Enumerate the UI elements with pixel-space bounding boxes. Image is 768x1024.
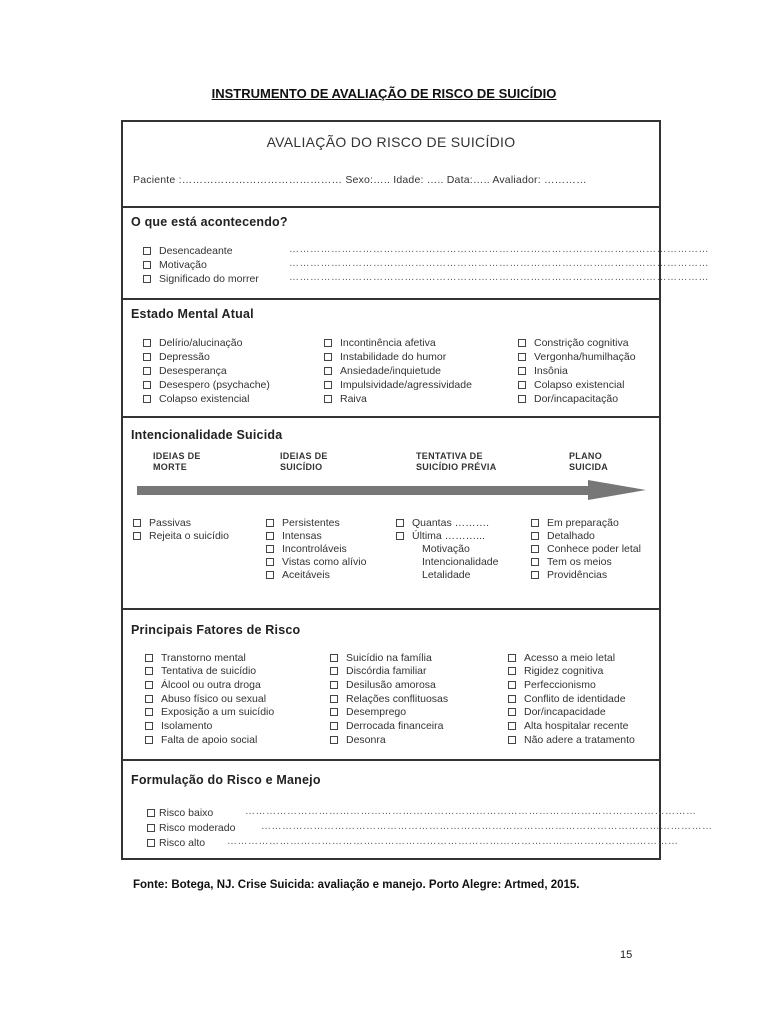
checkbox-risco-baixo[interactable] (147, 807, 213, 820)
checkbox-icon[interactable] (518, 353, 526, 361)
checkbox-item[interactable] (531, 530, 595, 543)
checkbox-item[interactable] (518, 351, 636, 364)
checkbox-item[interactable] (330, 665, 427, 678)
checkbox-icon[interactable] (147, 809, 155, 817)
checkbox-desencadeante[interactable] (143, 245, 233, 258)
checkbox-item[interactable] (508, 652, 615, 665)
section-title-estado-mental: Estado Mental Atual (131, 307, 254, 321)
source-citation: Fonte: Botega, NJ. Crise Suicida: avaliação e manejo. Porto Alegre: Artmed, 2015. (133, 879, 580, 891)
checkbox-risco-moderado[interactable] (147, 822, 235, 835)
checkbox-label: Exposição a um suicídio (161, 706, 275, 718)
checkbox-item[interactable] (145, 734, 257, 747)
checkbox-label: Raiva (340, 393, 367, 405)
checkbox-label: Rigidez cognitiva (524, 665, 604, 677)
checkbox-item[interactable] (508, 720, 628, 733)
checkbox-label: Tentativa de suicídio (161, 665, 257, 677)
checkbox-item[interactable] (330, 679, 436, 692)
checkbox-item[interactable] (324, 351, 446, 364)
checkbox-icon[interactable] (324, 367, 332, 375)
checkbox-risco-alto[interactable] (147, 837, 205, 850)
checkbox-item[interactable] (531, 569, 607, 582)
checkbox-item[interactable] (133, 517, 191, 530)
checkbox-icon[interactable] (518, 381, 526, 389)
checkbox-icon[interactable] (330, 736, 338, 744)
checkbox-label: Dor/incapacitação (534, 393, 619, 405)
checkbox-icon[interactable] (531, 532, 539, 540)
checkbox-icon[interactable] (508, 695, 516, 703)
checkbox-icon[interactable] (330, 708, 338, 716)
checkbox-item[interactable] (508, 679, 596, 692)
checkbox-icon[interactable] (266, 571, 274, 579)
checkbox-icon[interactable] (266, 558, 274, 566)
checkbox-label: Intensas (282, 530, 322, 542)
checkbox-item[interactable] (324, 365, 441, 378)
sub-item: Letalidade (422, 569, 471, 581)
fill-in-line[interactable]: ………………………………………………………………………………………………………… (289, 244, 709, 255)
checkbox-label: Relações conflituosas (346, 693, 449, 705)
checkbox-label: Instabilidade do humor (340, 351, 447, 363)
section-title-intencionalidade: Intencionalidade Suicida (131, 428, 283, 442)
checkbox-item[interactable] (396, 530, 485, 543)
checkbox-label: Álcool ou outra droga (161, 679, 261, 691)
header-tentativa-previa: TENTATIVA DE SUICÍDIO PRÉVIA (416, 451, 497, 472)
form-title: AVALIAÇÃO DO RISCO DE SUICÍDIO (266, 134, 516, 150)
checkbox-icon[interactable] (396, 519, 404, 527)
checkbox-icon[interactable] (143, 367, 151, 375)
checkbox-label: Colapso existencial (534, 379, 625, 391)
checkbox-icon[interactable] (508, 736, 516, 744)
checkbox-label: Passivas (149, 517, 192, 529)
checkbox-item[interactable] (133, 530, 229, 543)
checkbox-icon[interactable] (396, 532, 404, 540)
checkbox-label: Incontroláveis (282, 543, 347, 555)
checkbox-icon[interactable] (324, 381, 332, 389)
fill-in-line[interactable]: ………………………………………………………………………………………………………………… (261, 821, 713, 832)
checkbox-label: Suicídio na família (346, 652, 432, 664)
checkbox-label: Tem os meios (547, 556, 612, 568)
checkbox-label: Risco baixo (159, 807, 214, 819)
checkbox-icon[interactable] (518, 395, 526, 403)
checkbox-item[interactable] (145, 720, 212, 733)
checkbox-item[interactable] (145, 706, 274, 719)
checkbox-significado[interactable] (143, 273, 259, 286)
checkbox-item[interactable] (145, 652, 246, 665)
checkbox-item[interactable] (324, 337, 436, 350)
section-title-fatores: Principais Fatores de Risco (131, 623, 301, 637)
checkbox-icon[interactable] (518, 367, 526, 375)
checkbox-label: Desencadeante (159, 245, 233, 257)
checkbox-label: Risco moderado (159, 822, 236, 834)
fill-in-line[interactable]: ………………………………………………………………………………………………………………… (227, 836, 679, 847)
checkbox-label: Colapso existencial (159, 393, 250, 405)
checkbox-icon[interactable] (531, 519, 539, 527)
checkbox-item[interactable] (330, 652, 432, 665)
page-number: 15 (620, 949, 633, 961)
checkbox-label: Desesperança (159, 365, 227, 377)
checkbox-icon[interactable] (147, 839, 155, 847)
document-title: INSTRUMENTO DE AVALIAÇÃO DE RISCO DE SUICÍDIO (211, 86, 557, 101)
checkbox-label: Dor/incapacidade (524, 706, 606, 718)
checkbox-icon[interactable] (147, 824, 155, 832)
checkbox-icon[interactable] (324, 353, 332, 361)
checkbox-label: Em preparação (547, 517, 619, 529)
checkbox-icon[interactable] (143, 247, 151, 255)
checkbox-label: Risco alto (159, 837, 206, 849)
divider (123, 206, 659, 208)
checkbox-label: Perfeccionismo (524, 679, 596, 691)
checkbox-label: Falta de apoio social (161, 734, 258, 746)
divider (123, 416, 659, 418)
checkbox-label: Quantas ………. (412, 517, 490, 529)
checkbox-label: Abuso físico ou sexual (161, 693, 267, 705)
checkbox-label: Não adere a tratamento (524, 734, 635, 746)
checkbox-label: Impulsividade/agressividade (340, 379, 472, 391)
fill-in-line[interactable]: ………………………………………………………………………………………………………… (289, 272, 709, 283)
checkbox-icon[interactable] (508, 708, 516, 716)
checkbox-icon[interactable] (518, 339, 526, 347)
checkbox-icon[interactable] (143, 339, 151, 347)
checkbox-label: Incontinência afetiva (340, 337, 436, 349)
checkbox-icon[interactable] (508, 681, 516, 689)
checkbox-item[interactable] (518, 393, 618, 406)
checkbox-label: Conhece poder letal (547, 543, 641, 555)
checkbox-item[interactable] (508, 706, 606, 719)
checkbox-icon[interactable] (508, 722, 516, 730)
arrow-right-icon (137, 486, 589, 495)
fill-in-line[interactable]: ………………………………………………………………………………………………………… (289, 258, 709, 269)
checkbox-icon[interactable] (330, 667, 338, 675)
checkbox-icon[interactable] (508, 654, 516, 662)
checkbox-item[interactable] (143, 351, 210, 364)
checkbox-item[interactable] (145, 665, 256, 678)
checkbox-label: Última ………... (412, 530, 485, 542)
checkbox-label: Depressão (159, 351, 210, 363)
checkbox-icon[interactable] (324, 339, 332, 347)
checkbox-label: Persistentes (282, 517, 340, 529)
checkbox-item[interactable] (143, 393, 249, 406)
checkbox-item[interactable] (531, 556, 612, 569)
checkbox-label: Discórdia familiar (346, 665, 427, 677)
checkbox-item[interactable] (531, 543, 641, 556)
checkbox-icon[interactable] (145, 667, 153, 675)
checkbox-icon[interactable] (324, 395, 332, 403)
checkbox-item[interactable] (324, 393, 367, 406)
fill-in-line[interactable]: ………………………………………………………………………………………………………………… (245, 806, 697, 817)
checkbox-item[interactable] (266, 530, 322, 543)
checkbox-item[interactable] (518, 337, 629, 350)
checkbox-label: Aceitáveis (282, 569, 330, 581)
checkbox-icon[interactable] (531, 571, 539, 579)
checkbox-label: Desemprego (346, 706, 407, 718)
checkbox-label: Alta hospitalar recente (524, 720, 629, 732)
checkbox-icon[interactable] (531, 558, 539, 566)
checkbox-item[interactable] (531, 517, 619, 530)
checkbox-label: Providências (547, 569, 608, 581)
checkbox-item[interactable] (266, 569, 330, 582)
checkbox-label: Isolamento (161, 720, 213, 732)
checkbox-item[interactable] (143, 379, 270, 392)
checkbox-item[interactable] (508, 734, 635, 747)
checkbox-item[interactable] (324, 379, 472, 392)
patient-info-line[interactable]: Paciente :……………………………………… Sexo:….. Idade: ….. Data:….. Avaliador: ………… (133, 174, 587, 186)
header-plano-suicida: PLANO SUICIDA (569, 451, 609, 472)
checkbox-item[interactable] (518, 379, 624, 392)
checkbox-item[interactable] (266, 517, 340, 530)
checkbox-label: Insônia (534, 365, 568, 377)
header-ideias-suicidio: IDEIAS DE SUICÍDIO (280, 451, 328, 472)
arrow-head-icon (588, 480, 646, 500)
checkbox-label: Acesso a meio letal (524, 652, 616, 664)
checkbox-item[interactable] (143, 337, 242, 350)
checkbox-item[interactable] (330, 706, 406, 719)
section-title-formulacao: Formulação do Risco e Manejo (131, 773, 321, 787)
checkbox-item[interactable] (143, 365, 227, 378)
checkbox-icon[interactable] (330, 695, 338, 703)
checkbox-icon[interactable] (266, 545, 274, 553)
checkbox-icon[interactable] (145, 708, 153, 716)
checkbox-label: Vergonha/humilhação (534, 351, 636, 363)
checkbox-item[interactable] (508, 665, 603, 678)
checkbox-icon[interactable] (143, 261, 151, 269)
checkbox-icon[interactable] (508, 667, 516, 675)
checkbox-icon[interactable] (531, 545, 539, 553)
checkbox-icon[interactable] (145, 681, 153, 689)
checkbox-icon[interactable] (330, 654, 338, 662)
checkbox-icon[interactable] (143, 395, 151, 403)
checkbox-icon[interactable] (133, 519, 141, 527)
checkbox-item[interactable] (145, 679, 261, 692)
checkbox-label: Desilusão amorosa (346, 679, 436, 691)
divider (123, 759, 659, 761)
checkbox-icon[interactable] (330, 722, 338, 730)
checkbox-label: Constrição cognitiva (534, 337, 629, 349)
checkbox-label: Detalhado (547, 530, 595, 542)
checkbox-item[interactable] (145, 693, 266, 706)
checkbox-label: Delírio/alucinação (159, 337, 243, 349)
checkbox-item[interactable] (330, 734, 386, 747)
checkbox-label: Rejeita o suicídio (149, 530, 229, 542)
risk-assessment-form (121, 120, 713, 860)
checkbox-item[interactable] (518, 365, 568, 378)
checkbox-item[interactable] (508, 693, 626, 706)
checkbox-label: Derrocada financeira (346, 720, 444, 732)
checkbox-motivacao[interactable] (143, 259, 207, 272)
divider (123, 608, 659, 610)
checkbox-icon[interactable] (266, 532, 274, 540)
checkbox-icon[interactable] (143, 381, 151, 389)
checkbox-item[interactable] (266, 543, 347, 556)
checkbox-label: Ansiedade/inquietude (340, 365, 442, 377)
sub-item: Intencionalidade (422, 556, 499, 568)
checkbox-label: Significado do morrer (159, 273, 259, 285)
header-ideias-morte: IDEIAS DE MORTE (153, 451, 201, 472)
section-title-acontecendo: O que está acontecendo? (131, 215, 288, 229)
checkbox-icon[interactable] (145, 654, 153, 662)
checkbox-item[interactable] (330, 693, 448, 706)
checkbox-item[interactable] (396, 517, 489, 530)
checkbox-icon[interactable] (145, 736, 153, 744)
checkbox-icon[interactable] (143, 275, 151, 283)
checkbox-label: Transtorno mental (161, 652, 246, 664)
checkbox-label: Desespero (psychache) (159, 379, 270, 391)
divider (123, 298, 659, 300)
checkbox-label: Vistas como alívio (282, 556, 367, 568)
checkbox-item[interactable] (330, 720, 443, 733)
checkbox-item[interactable] (266, 556, 366, 569)
sub-item: Motivação (422, 543, 470, 555)
checkbox-icon[interactable] (145, 722, 153, 730)
checkbox-icon[interactable] (266, 519, 274, 527)
checkbox-label: Conflito de identidade (524, 693, 626, 705)
checkbox-icon[interactable] (143, 353, 151, 361)
checkbox-icon[interactable] (330, 681, 338, 689)
checkbox-label: Motivação (159, 259, 207, 271)
checkbox-label: Desonra (346, 734, 386, 746)
checkbox-icon[interactable] (133, 532, 141, 540)
checkbox-icon[interactable] (145, 695, 153, 703)
